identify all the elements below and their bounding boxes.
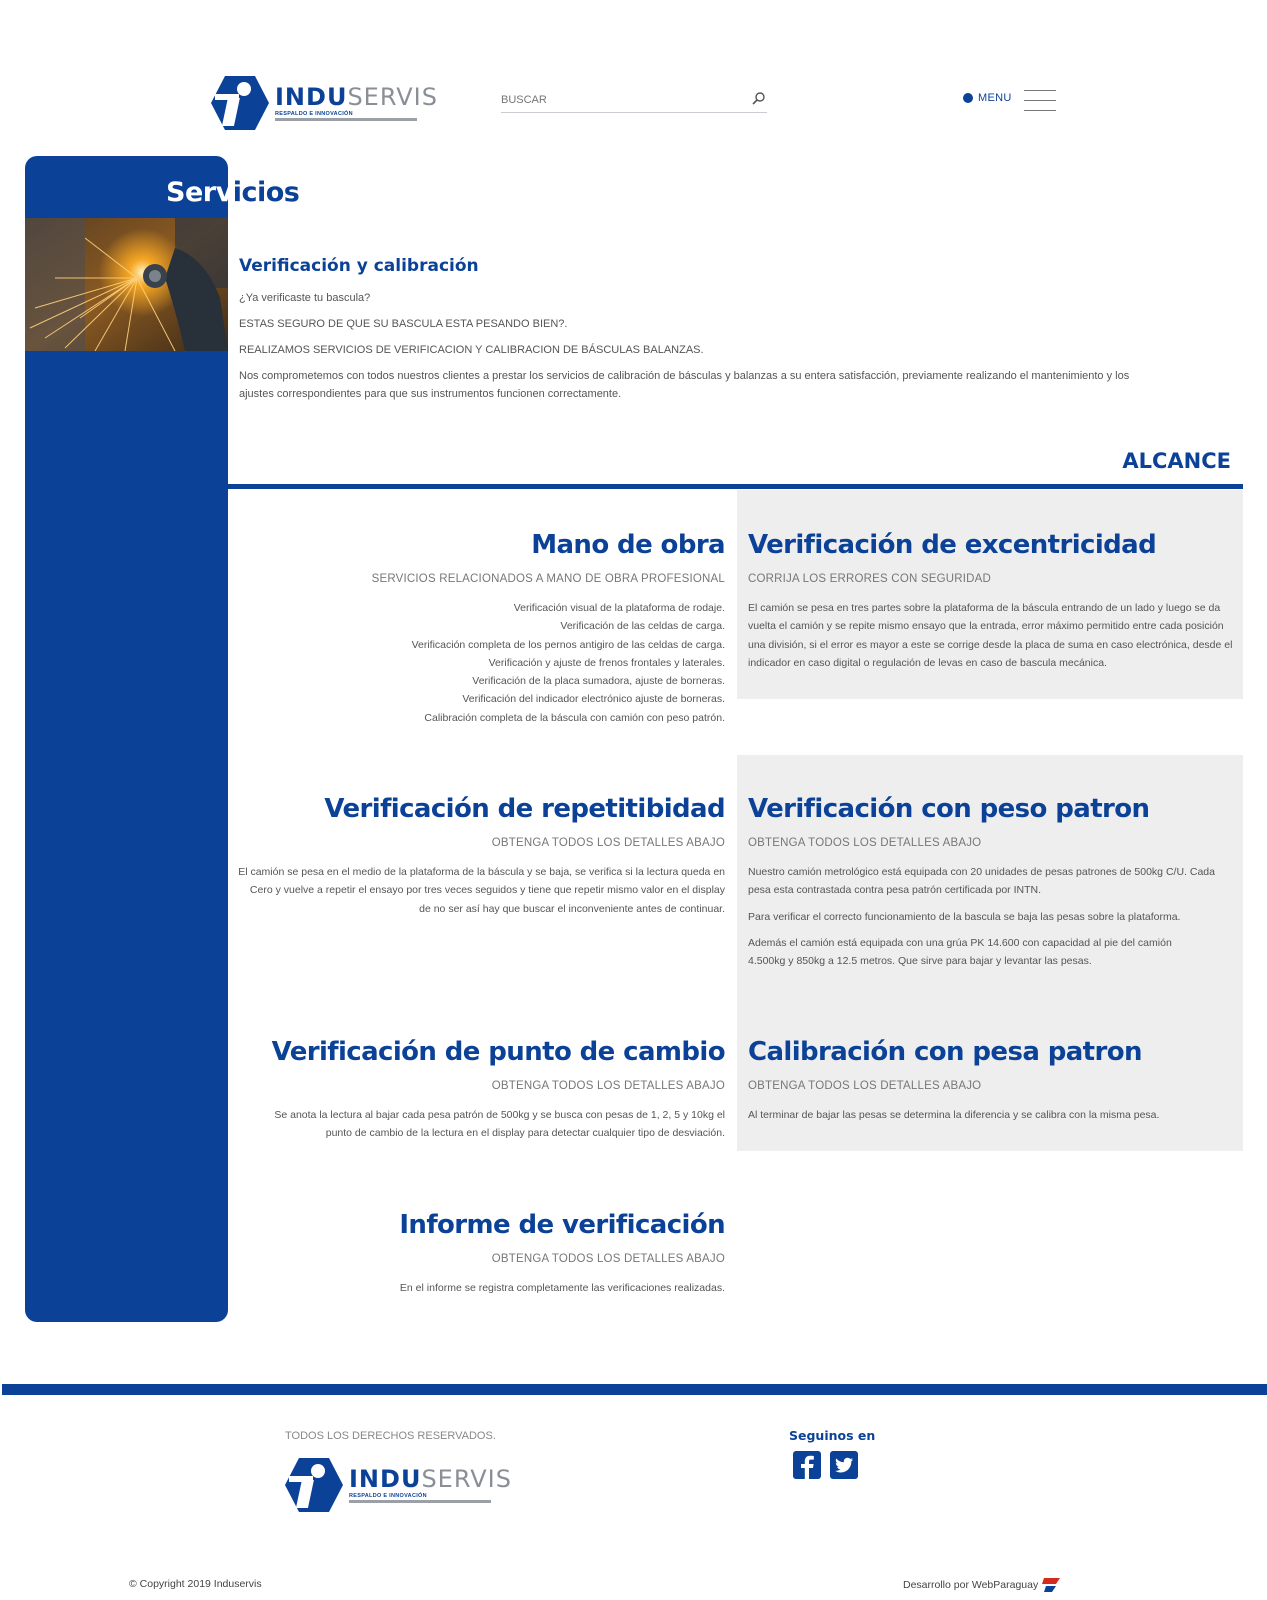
copyright-text: © Copyright 2019 Induservis xyxy=(129,1578,262,1590)
card-mano-de-obra xyxy=(225,529,725,727)
search-icon[interactable] xyxy=(751,91,767,107)
card-line: Verificación de la placa sumadora, ajuste de borneras. xyxy=(472,675,725,688)
card-subtitle: CORRIJA LOS ERRORES CON SEGURIDAD xyxy=(748,573,992,585)
card-text: Se anota la lectura al bajar cada pesa patrón de 500kg y se busca con pesas de 1, 2, 5 y 10kg el punto de cambio de la lectura en el display para detectar cualquier tipo de desviación. xyxy=(274,1109,725,1140)
logo-mark-icon xyxy=(211,74,269,132)
card-paragraph: Nuestro camión metrológico está equipada con 20 unidades de pesas patrones de 500kg C/U. Cada pesa esta contrastada contra pesa patrón certificada por INTN. xyxy=(748,866,1215,897)
card-subtitle: OBTENGA TODOS LOS DETALLES ABAJO xyxy=(491,1253,725,1265)
card-paragraph: Además el camión está equipada con una grúa PK 14.600 con capacidad al pie del camión 4.500kg y 850kg a 12.5 metros. Que sirve para bajar y levantar las pesas. xyxy=(748,936,1172,968)
search-input[interactable] xyxy=(501,88,731,112)
card-line: Verificación de las celdas de carga. xyxy=(560,620,725,633)
intro-paragraph: ¿Ya verificaste tu bascula? xyxy=(239,292,371,304)
logo-wordmark: INDUSERVIS xyxy=(275,83,438,111)
alcance-divider xyxy=(228,484,1243,489)
intro-paragraph: REALIZAMOS SERVICIOS DE VERIFICACION Y CALIBRACION DE BÁSCULAS BALANZAS. xyxy=(239,344,704,356)
card-text: En el informe se registra completamente las verificaciones realizadas. xyxy=(399,1282,725,1294)
card-title: Mano de obra xyxy=(531,530,725,560)
card-subtitle: OBTENGA TODOS LOS DETALLES ABAJO xyxy=(748,1080,982,1092)
card-title: Verificación de excentricidad xyxy=(748,530,1157,560)
follow-us-label: Seguinos en xyxy=(789,1428,876,1443)
card-text: El camión se pesa en el medio de la plataforma de la báscula y se baja, se verifica si la lectura queda en Cero y vuelve a repetir el ensayo por tres veces seguidos y tiene que repetir mismo valor en el display de no ser así hay que buscar el inconveniente antes de continuar. xyxy=(238,866,725,915)
card-subtitle: OBTENGA TODOS LOS DETALLES ABAJO xyxy=(491,1080,725,1092)
intro-heading: Verificación y calibración xyxy=(239,256,479,276)
card-title: Informe de verificación xyxy=(399,1210,725,1240)
hamburger-icon[interactable] xyxy=(1024,90,1056,112)
card-calibracion xyxy=(748,1036,1234,1124)
card-line: Verificación visual de la plataforma de rodaje. xyxy=(513,602,725,614)
search-bar xyxy=(501,88,767,113)
card-informe xyxy=(225,1209,725,1297)
card-title: Verificación de punto de cambio xyxy=(271,1037,725,1067)
intro-paragraph: Nos comprometemos con todos nuestros clientes a prestar los servicios de calibración de básculas y balanzas a su entera satisfacción, previamente realizando el mantenimiento y los ajustes correspondientes para que sus instrumentos funcionen correctamente. xyxy=(239,370,1130,400)
menu-toggle[interactable] xyxy=(963,92,1012,104)
page-title: Servicios xyxy=(166,177,300,208)
card-line: Verificación completa de los pernos antigiro de las celdas de carga. xyxy=(411,638,725,651)
card-line: Verificación y ajuste de frenos frontales y laterales. xyxy=(488,656,725,669)
card-subtitle: OBTENGA TODOS LOS DETALLES ABAJO xyxy=(748,837,982,849)
webparaguay-logo-icon xyxy=(1042,1578,1060,1592)
card-line: Verificación del indicador electrónico ajuste de borneras. xyxy=(462,693,725,706)
card-subtitle: SERVICIOS RELACIONADOS A MANO DE OBRA PROFESIONAL xyxy=(371,573,725,585)
facebook-icon[interactable] xyxy=(793,1451,821,1479)
intro-section xyxy=(239,256,1239,411)
logo-wordmark: INDUSERVIS xyxy=(349,1465,512,1493)
logo-tagline: RESPALDO E INNOVACIÓN xyxy=(275,111,417,121)
card-repetitibidad xyxy=(225,793,725,918)
developer-credit[interactable] xyxy=(903,1578,1060,1592)
alcance-heading: ALCANCE xyxy=(1122,449,1231,473)
card-title: Verificación con peso patron xyxy=(748,794,1150,824)
footer-rights: TODOS LOS DERECHOS RESERVADOS. xyxy=(285,1430,496,1442)
card-punto-de-cambio xyxy=(225,1036,725,1143)
card-text: Al terminar de bajar las pesas se determina la diferencia y se calibra con la misma pesa. xyxy=(748,1109,1160,1121)
intro-paragraph: ESTAS SEGURO DE QUE SU BASCULA ESTA PESANDO BIEN?. xyxy=(239,318,568,330)
card-peso-patron xyxy=(748,793,1228,978)
footer-divider xyxy=(2,1384,1267,1395)
logo-tagline: RESPALDO E INNOVACIÓN xyxy=(349,1493,491,1503)
card-title: Verificación de repetitibidad xyxy=(324,794,725,824)
card-subtitle: OBTENGA TODOS LOS DETALLES ABAJO xyxy=(491,837,725,849)
header-logo[interactable] xyxy=(211,74,438,132)
developer-credit-text: Desarrollo por WebParaguay xyxy=(903,1579,1039,1591)
card-text: El camión se pesa en tres partes sobre la plataforma de la báscula entrando de un lado y luego se da vuelta el camión y se repite mismo ensayo que la entrada, error máximo permitido entre cada posición una división, si el error es mayor a este se corrige desde la placa de suma en caso electrónica, desde el indicador en caso digital o regulación de levas en caso de bascula mecánica. xyxy=(748,602,1233,669)
hero-image-welding xyxy=(25,218,228,351)
menu-dot-icon xyxy=(963,93,973,103)
card-paragraph: Para verificar el correcto funcionamiento de la bascula se baja las pesas sobre la plataforma. xyxy=(748,910,1181,923)
card-line: Calibración completa de la báscula con camión con peso patrón. xyxy=(424,711,725,724)
twitter-icon[interactable] xyxy=(830,1451,858,1479)
menu-label: MENU xyxy=(978,92,1012,104)
footer-logo[interactable] xyxy=(285,1456,512,1514)
logo-mark-icon xyxy=(285,1456,343,1514)
card-title: Calibración con pesa patron xyxy=(748,1037,1142,1067)
card-excentricidad xyxy=(748,529,1234,672)
